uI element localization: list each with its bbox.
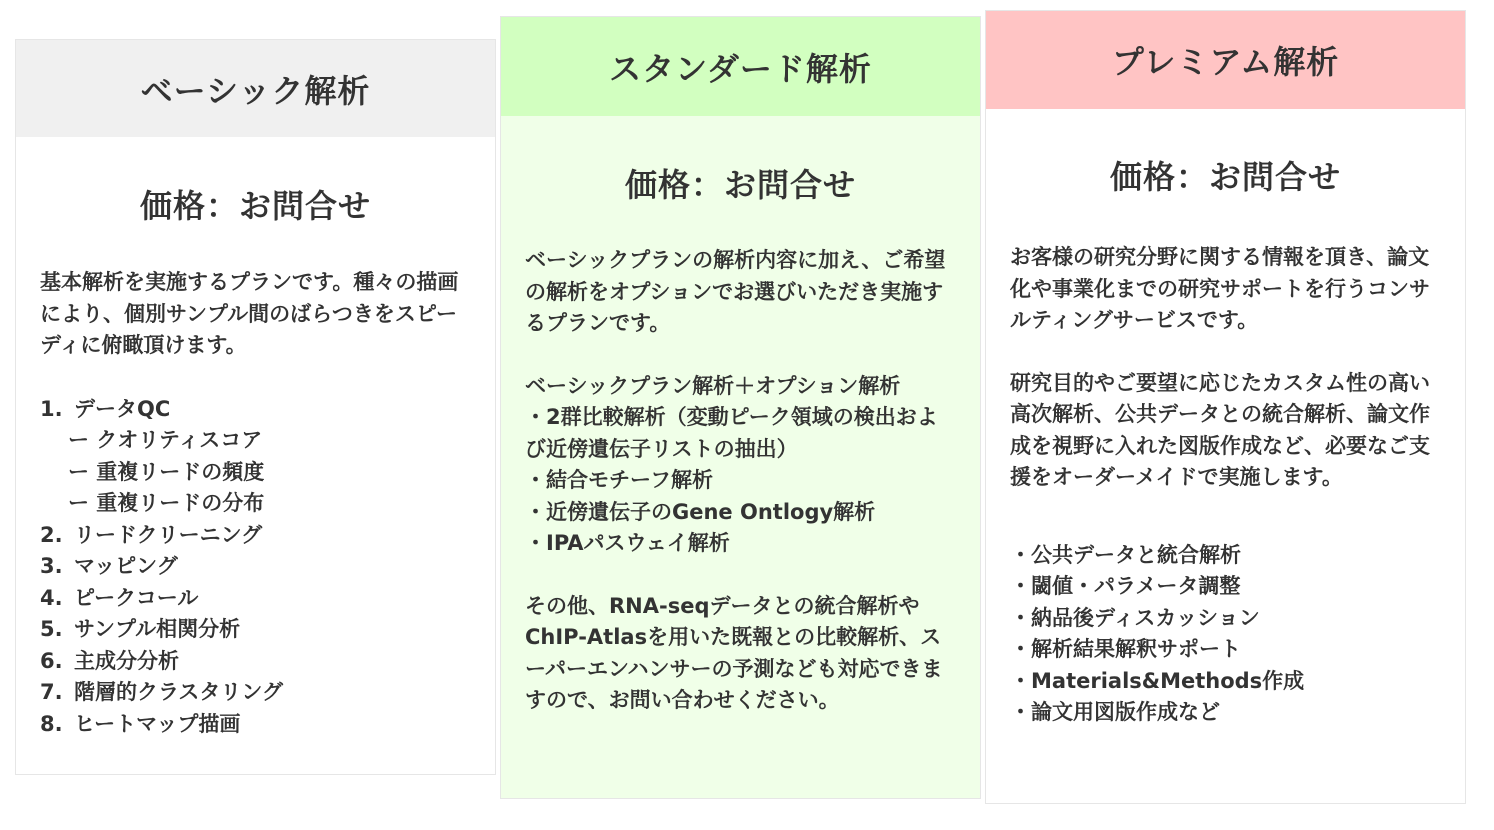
- list-item: [40, 709, 471, 741]
- list-item: ・IPAパスウェイ解析: [525, 531, 730, 555]
- list-item-number: 3.: [40, 554, 63, 578]
- plan-card-premium: [985, 10, 1466, 804]
- list-subitem: ー 重複リードの分布: [68, 491, 265, 515]
- plan-title-basic: ベーシック解析: [16, 40, 495, 137]
- plan-description-basic: 基本解析を実施するプランです。種々の描画により、個別サンプル間のばらつきをスピーディに俯瞰頂けます。: [40, 270, 459, 357]
- plan-feature-list-premium: [1010, 540, 1441, 729]
- list-item: ・論文用図版作成など: [1010, 700, 1220, 724]
- list-item: ・2群比較解析（変動ピーク領域の検出および近傍遺伝子リストの抽出）: [525, 405, 938, 461]
- list-item: [40, 646, 471, 678]
- list-item-number: 2.: [40, 522, 63, 547]
- plan-card-standard: [500, 16, 981, 799]
- list-item-label: リードクリーニング: [74, 522, 263, 547]
- list-subitem: ー 重複リードの頻度: [68, 459, 265, 484]
- list-item: [40, 394, 471, 426]
- plan-card-basic: [15, 39, 496, 775]
- list-item: ・閾値・パラメータ調整: [1010, 574, 1241, 598]
- list-item-label: マッピング: [74, 554, 178, 578]
- list-item: [40, 677, 471, 709]
- list-item: ・Materials&Methods作成: [1010, 668, 1305, 693]
- list-item-number: 5.: [40, 617, 63, 641]
- plan-price-standard: 価格：お問合せ: [624, 166, 856, 204]
- list-item: [40, 520, 471, 552]
- list-item-number: 7.: [40, 680, 63, 704]
- list-item: ・近傍遺伝子のGene Ontlogy解析: [525, 499, 876, 524]
- list-item-label: データQC: [74, 396, 171, 421]
- list-item-number: 1.: [40, 396, 63, 421]
- list-item: ・公共データと統合解析: [1010, 542, 1241, 567]
- list-item-label: 主成分分析: [74, 648, 179, 673]
- list-item: ・解析結果解釈サポート: [1010, 637, 1241, 661]
- plan-description-premium-2: 研究目的やご要望に応じたカスタム性の高い高次解析、公共データとの統合解析、論文作成を視野に入れた図版作成など、必要なご支援をオーダーメイドで実施します。: [1010, 370, 1430, 489]
- plan-feature-list-standard: [525, 371, 956, 560]
- list-item: [40, 614, 471, 646]
- list-heading: ベーシックプラン解析＋オプション解析: [525, 373, 901, 398]
- list-subitem: ー クオリティスコア: [68, 428, 263, 452]
- plan-title-premium: プレミアム解析: [986, 11, 1465, 109]
- list-item-number: 4.: [40, 585, 63, 610]
- list-item-label: サンプル相関分析: [74, 617, 241, 641]
- list-item: [40, 551, 471, 583]
- plan-extra-note-standard: その他、RNA-seqデータとの統合解析やChIP-Atlasを用いた既報との比較解析、スーパーエンハンサーの予測なども対応できますので、お問い合わせください。: [525, 593, 943, 712]
- plan-title-standard: スタンダード解析: [501, 17, 980, 116]
- list-item: [40, 583, 471, 615]
- plan-feature-list-basic: [40, 394, 471, 741]
- list-item-label: 階層的クラスタリング: [74, 680, 283, 704]
- list-item: ・結合モチーフ解析: [525, 468, 713, 492]
- list-item-label: ヒートマップ描画: [74, 711, 241, 736]
- plan-description-premium: お客様の研究分野に関する情報を頂き、論文化や事業化までの研究サポートを行うコンサルティングサービスです。: [1010, 245, 1430, 332]
- list-item-number: 6.: [40, 648, 63, 673]
- plan-price-basic: 価格：お問合せ: [139, 187, 371, 225]
- list-item: ・納品後ディスカッション: [1010, 605, 1260, 630]
- plan-price-premium: 価格：お問合せ: [1109, 158, 1341, 196]
- list-item-number: 8.: [40, 711, 63, 736]
- plan-description-standard: ベーシックプランの解析内容に加え、ご希望の解析をオプションでお選びいただき実施するプランです。: [525, 248, 946, 335]
- list-item-label: ピークコール: [74, 585, 199, 610]
